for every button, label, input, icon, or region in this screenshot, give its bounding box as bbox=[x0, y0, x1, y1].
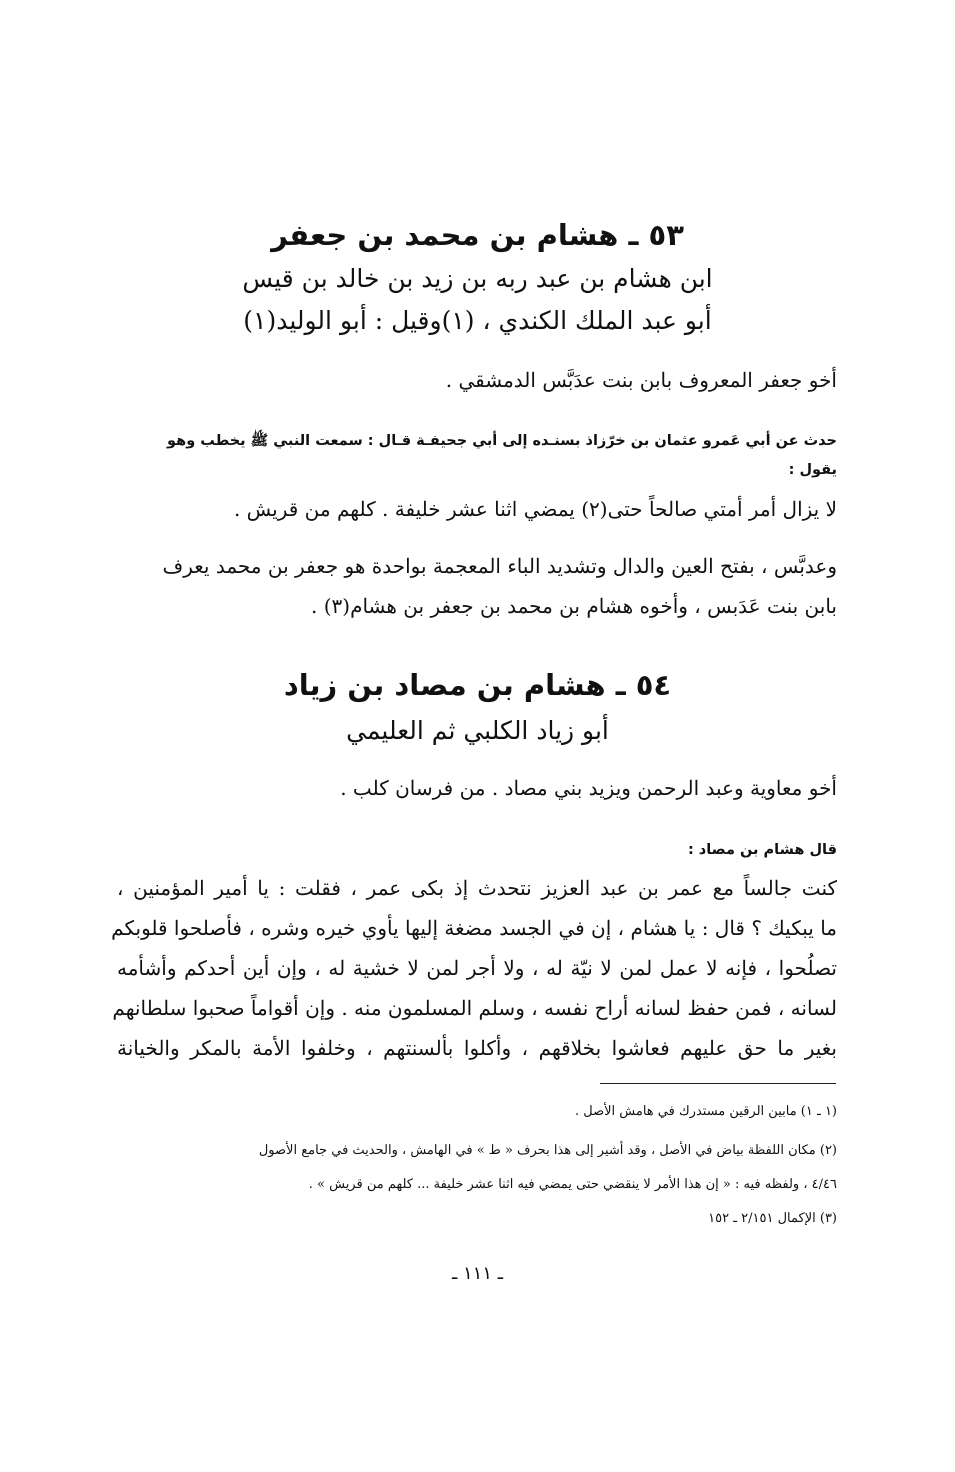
footnote-1: (١ ـ ١) مابين الرقين مستدرك في هامش الأصل . bbox=[574, 1104, 837, 1119]
entry-53-note-line-2: بابن بنت عَدَبس ، وأخوه هشام بن محمد بن جعفر بن هشام(٣) . bbox=[311, 594, 837, 618]
entry-54-qala: قال هشام بن مصاد : bbox=[687, 842, 837, 858]
entry-54-kunya: أبو زياد الكلبي ثم العليمي bbox=[346, 716, 609, 745]
entry-54-text-line-4: لسانه ، فمن حفظ لسانه أراح نفسه ، وسلم المسلمون منه . وإن أقواماً صحبوا سلطانهم bbox=[112, 996, 837, 1020]
entry-54-brothers: أخو معاوية وعبد الرحمن ويزيد بني مصاد . من فرسان كلب . bbox=[340, 776, 837, 800]
entry-53-isnad-line-1: حدث عن أبي عَمرو عثمان بن خرّزاذ بسنـده إلى أبي جحيفـة قـال : سمعت النبي ﷺ يخطب وهو bbox=[167, 433, 837, 449]
entry-53-isnad-line-2: يقول : bbox=[788, 462, 837, 478]
entry-53-lineage: ابن هشام بن عبد ربه بن زيد بن خالد بن قيس bbox=[242, 264, 713, 293]
entry-54-text-line-1: كنت جالساً مع عمر بن عبد العزيز نتحدث إذ بكى عمر ، فقلت : يا أمير المؤمنين ، bbox=[117, 876, 837, 900]
entry-54-title: ٥٤ ـ هشام بن مصاد بن زياد bbox=[283, 668, 672, 702]
page-number: ـ ١١١ ـ bbox=[451, 1263, 503, 1284]
entry-53-kunya: أبو عبد الملك الكندي ، (١)وقيل : أبو الوليد(١) bbox=[243, 306, 712, 335]
footnote-2-line-1: (٢) مكان اللفظة بياض في الأصل ، وقد أشير إلى هذا بحرف « ط » في الهامش ، والحديث في جامع الأصول bbox=[258, 1143, 837, 1158]
footnote-3: (٣) الإكمال ٢/١٥١ ـ ١٥٢ bbox=[708, 1211, 837, 1226]
footnote-2-line-2: ٤/٤٦ ، ولفظه فيه : « إن هذا الأمر لا ينقضي حتى يمضي فيه اثنا عشر خليفة ... كلهم من قريش » . bbox=[308, 1177, 837, 1192]
entry-53-brother: أخو جعفر المعروف بابن بنت عدَبَّس الدمشقي . bbox=[445, 368, 837, 392]
entry-53-hadith: لا يزال أمر أمتي صالحاً حتى(٢) يمضي اثنا عشر خليفة . كلهم من قريش . bbox=[233, 497, 837, 521]
footnote-divider bbox=[600, 1083, 836, 1084]
entry-53-note-line-1: وعدبَّس ، بفتح العين والدال وتشديد الباء المعجمة بواحدة هو جعفر بن محمد يعرف bbox=[162, 554, 837, 578]
entry-54-text-line-5: بغير ما حق عليهم فعاشوا بخلاقهم ، وأكلوا بألسنتهم ، وخلفوا الأمة بالمكر والخيانة bbox=[117, 1036, 837, 1060]
entry-54-text-line-3: تصلُحوا ، فإنه لا عمل لمن لا نيّة له ، ولا أجر لمن لا خشية له ، وإن أين أحدكم وأشأمه bbox=[117, 956, 837, 980]
entry-53-title: ٥٣ ـ هشام بن محمد بن جعفر bbox=[271, 218, 684, 252]
entry-54-text-line-2: ما يبكيك ؟ قال : يا هشام ، إن في الجسد مضغة إليها يأوي خيره وشره ، فأصلحوا قلوبكم bbox=[111, 916, 837, 940]
